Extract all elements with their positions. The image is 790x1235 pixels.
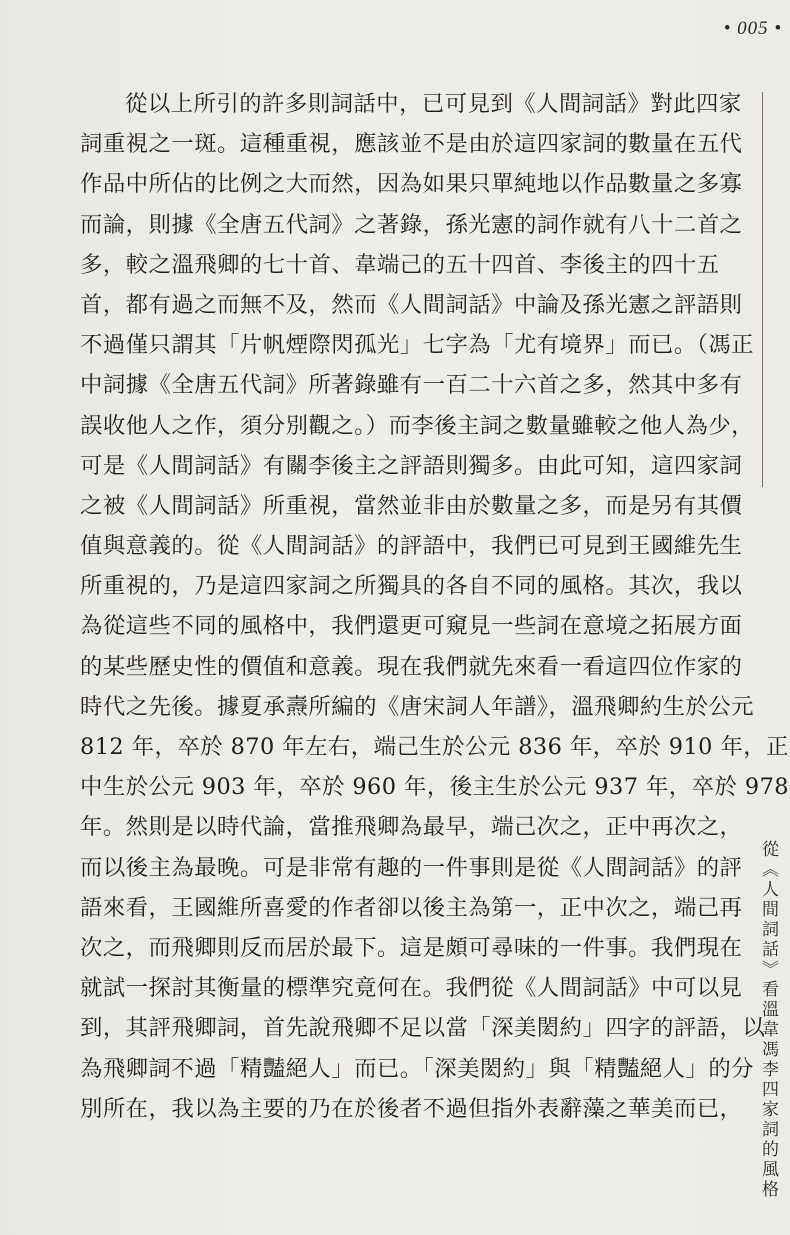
text-line: 值與意義的。從《人間詞話》的評語中，我們已可見到王國維先生 [80,533,743,560]
running-head: 從《人間詞話》看溫韋馮李四家詞的風格 [758,840,778,1200]
text-line: 為從這些不同的風格中，我們還更可窺見一些詞在意境之拓展方面 [80,613,743,640]
text-line: 為飛卿詞不過「精豔絕人」而已。「深美閎約」與「精豔絕人」的分 [80,1055,755,1082]
text-line: 年。然則是以時代論，當推飛卿為最早，端己次之，正中再次之， [80,814,743,841]
text-line: 作品中所佔的比例之大而然，因為如果只單純地以作品數量之多寡 [80,171,743,198]
text-line: 中詞據《全唐五代詞》所著錄雖有一百二十六首之多，然其中多有 [80,372,743,399]
text-line: 到，其評飛卿詞，首先說飛卿不足以當「深美閎約」四字的評語，以 [80,1015,766,1042]
text-line: 812 年，卒於 870 年左右，端己生於公元 836 年，卒於 910 年，正 [80,734,789,760]
page-number: • 005 • [723,18,782,39]
text-line: 就試一探討其衡量的標準究竟何在。我們從《人間詞話》中可以見 [80,975,743,1002]
text-line: 首，都有過之而無不及，然而《人間詞話》中論及孫光憲之評語則 [80,291,743,318]
text-line: 從以上所引的許多則詞話中，已可見到《人間詞話》對此四家 [125,91,742,117]
text-line: 語來看，王國維所喜愛的作者卻以後主為第一，正中次之，端己再 [80,894,743,921]
text-line: 可是《人間詞話》有關李後主之評語則獨多。由此可知，這四家詞 [80,452,743,479]
text-line: 之被《人間詞話》所重視，當然並非由於數量之多，而是另有其價 [80,492,743,519]
text-line: 誤收他人之作，須分別觀之。）而李後主詞之數量雖較之他人為少， [80,412,755,439]
text-line: 而以後主為最晚。可是非常有趣的一件事則是從《人間詞話》的評 [80,854,743,881]
text-line: 次之，而飛卿則反而居於最下。這是頗可尋味的一件事。我們現在 [80,934,743,961]
margin-rule [762,92,763,487]
text-line: 而論，則據《全唐五代詞》之著錄，孫光憲的詞作就有八十二首之 [80,211,743,238]
text-line: 不過僅只謂其「片帆煙際閃孤光」七字為「尤有境界」而已。（馮正 [80,332,755,359]
text-line: 所重視的，乃是這四家詞之所獨具的各自不同的風格。其次，我以 [80,573,743,600]
text-line: 詞重視之一斑。這種重視，應該並不是由於這四家詞的數量在五代 [80,131,743,158]
text-line: 時代之先後。據夏承燾所編的《唐宋詞人年譜》，溫飛卿約生於公元 [80,693,755,720]
text-line: 別所在，我以為主要的乃在於後者不過但指外表辭藻之華美而已， [80,1095,743,1122]
text-line: 多，較之溫飛卿的七十首、韋端己的五十四首、李後主的四十五 [80,251,720,278]
text-line: 中生於公元 903 年，卒於 960 年，後主生於公元 937 年，卒於 978 [80,774,789,801]
text-line: 的某些歷史性的價值和意義。現在我們就先來看一看這四位作家的 [80,653,743,680]
